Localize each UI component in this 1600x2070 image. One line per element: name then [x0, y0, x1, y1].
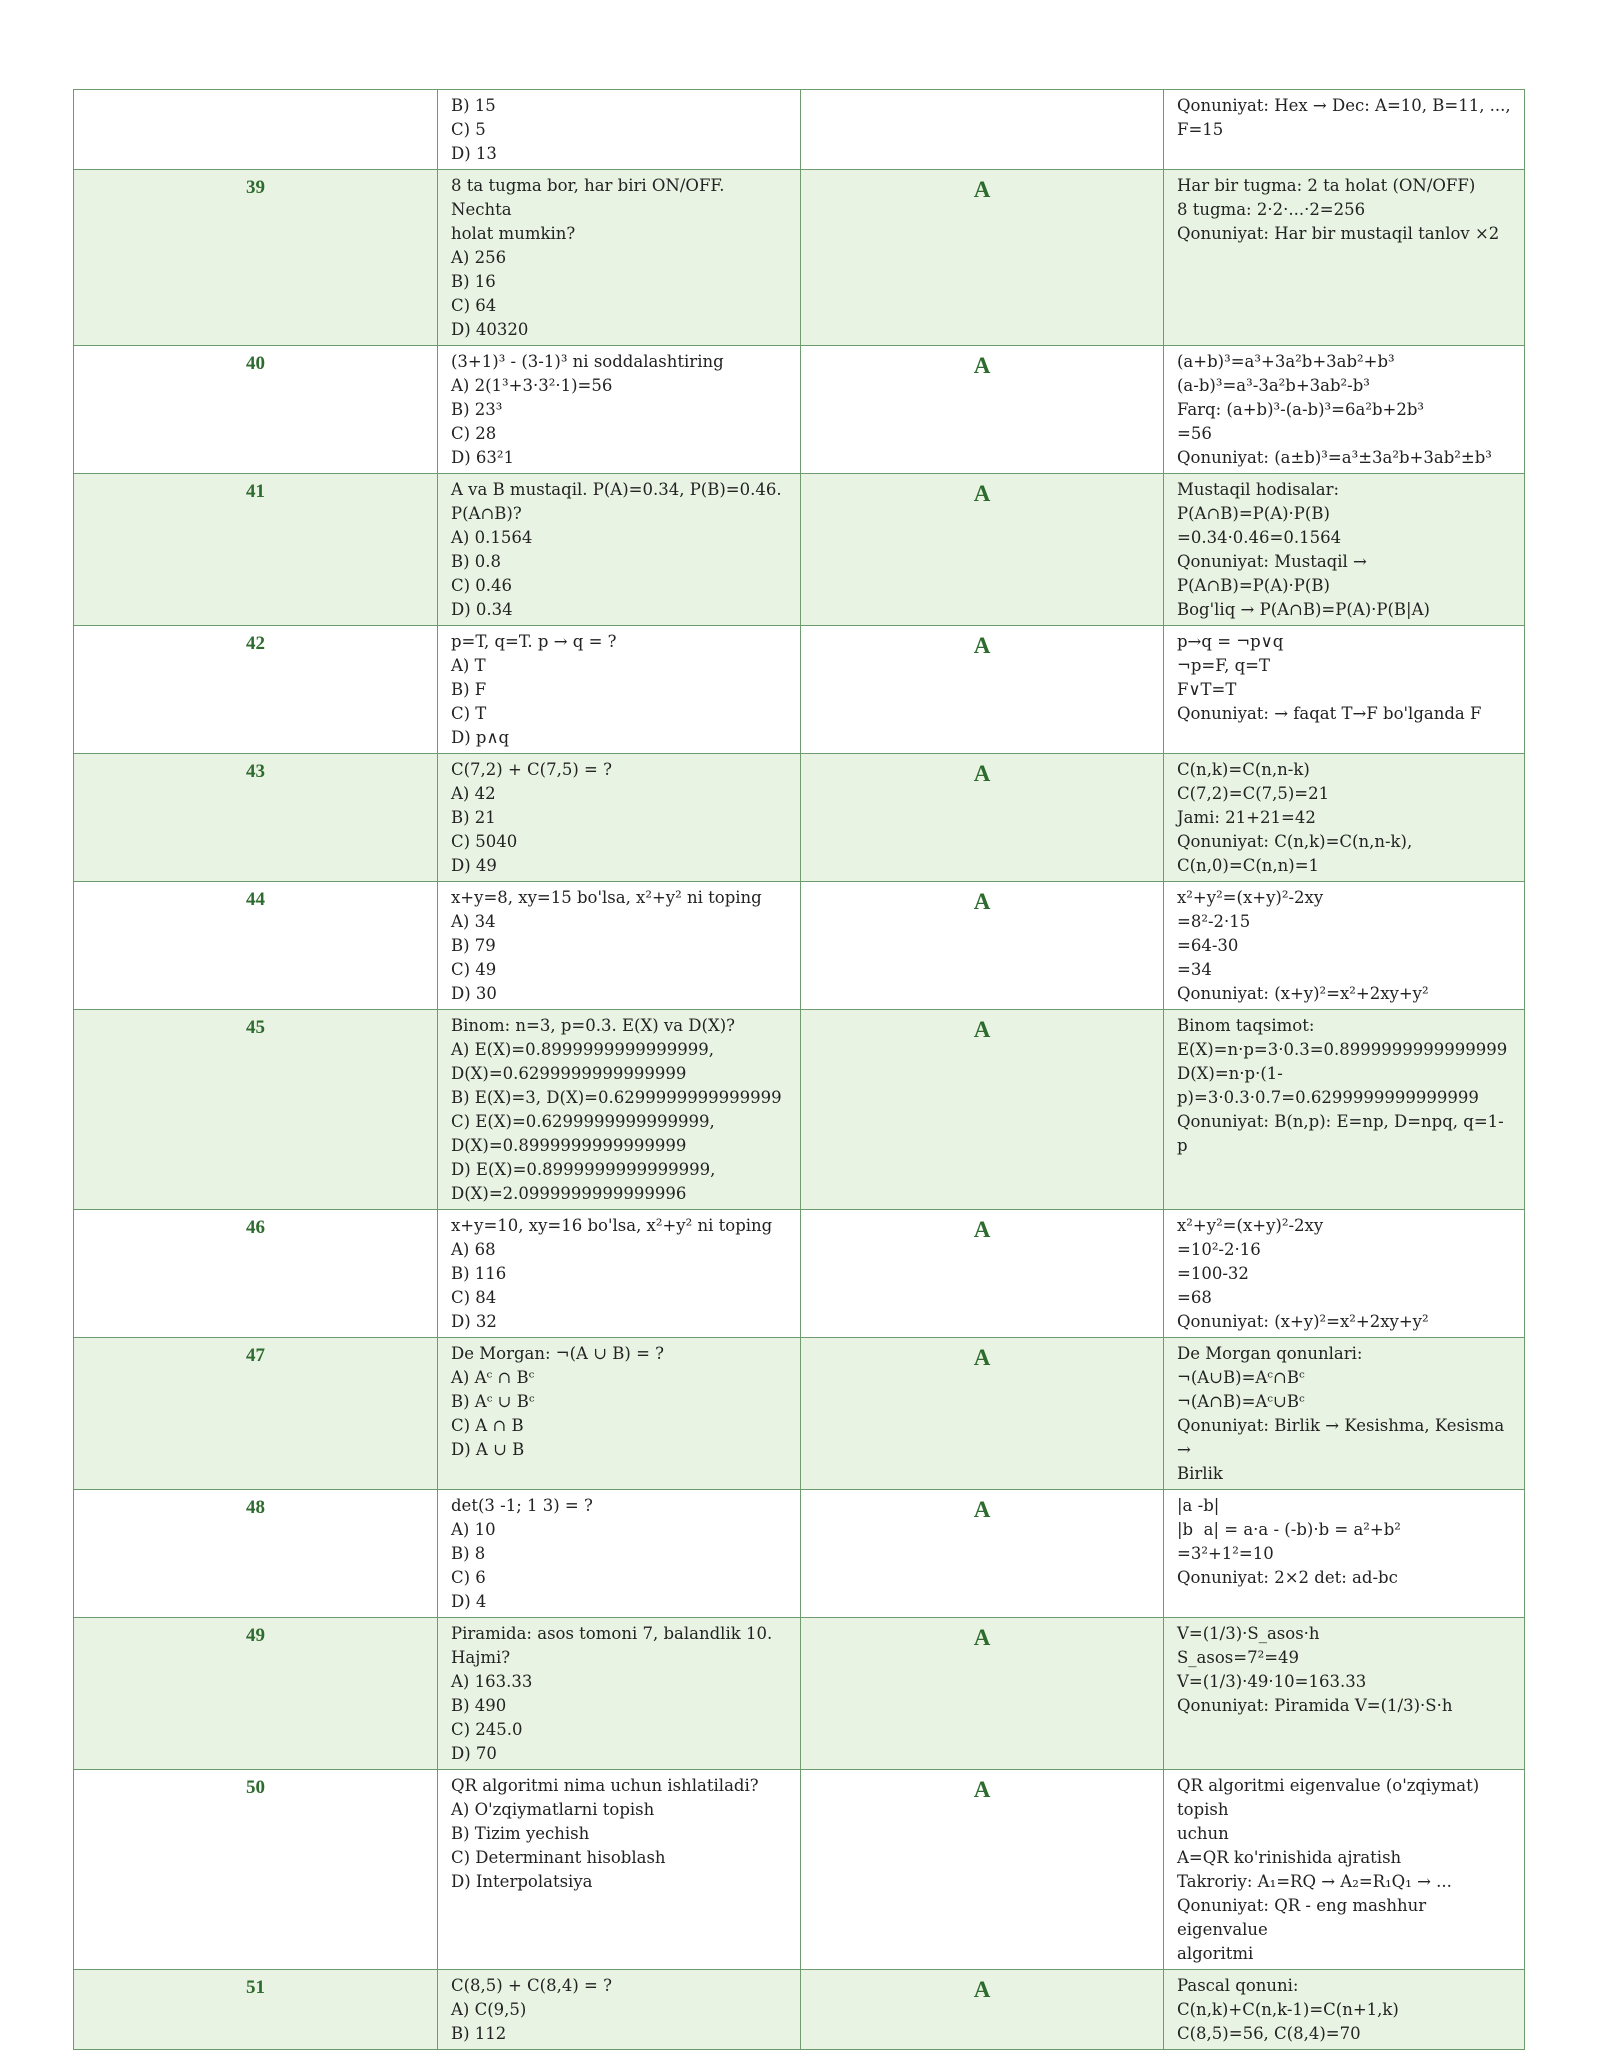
table-row — [74, 1338, 1525, 1490]
question-line: D) 0.34 — [451, 600, 513, 619]
question-line: C) 49 — [451, 960, 497, 979]
correct-answer: A — [801, 1770, 1164, 1970]
table-row — [74, 882, 1525, 1010]
question-line: D) 4 — [451, 1592, 487, 1611]
answer-table-page — [73, 89, 1524, 2050]
question-number: 44 — [74, 882, 438, 1010]
explanation-line: QR algoritmi eigenvalue (o'zqiymat) topish — [1177, 1776, 1485, 1819]
explanation-cell — [1164, 1338, 1525, 1490]
explanation-line: |a -b| — [1177, 1496, 1220, 1515]
question-line: Hajmi? — [451, 1648, 511, 1667]
explanation-line: p)=3·0.3·0.7=0.6299999999999999 — [1177, 1088, 1479, 1107]
table-row — [74, 1490, 1525, 1618]
question-line: D) 63²1 — [451, 448, 515, 467]
explanation-cell — [1164, 474, 1525, 626]
question-line: D) 40320 — [451, 320, 529, 339]
question-number: 51 — [74, 1970, 438, 2050]
question-cell — [438, 1970, 801, 2050]
question-line: D) E(X)=0.8999999999999999, — [451, 1160, 716, 1179]
question-cell — [438, 626, 801, 754]
question-number: 50 — [74, 1770, 438, 1970]
question-number: 42 — [74, 626, 438, 754]
question-line: C) 28 — [451, 424, 497, 443]
explanation-line: Qonuniyat: Har bir mustaqil tanlov ×2 — [1177, 224, 1500, 243]
question-line: D) 70 — [451, 1744, 497, 1763]
explanation-line: Qonuniyat: B(n,p): E=np, D=npq, q=1-p — [1177, 1112, 1504, 1155]
explanation-cell — [1164, 90, 1525, 170]
explanation-cell — [1164, 1618, 1525, 1770]
correct-answer: A — [801, 1010, 1164, 1210]
table-row — [74, 1970, 1525, 2050]
answer-table-body — [74, 90, 1525, 2050]
explanation-line: algoritmi — [1177, 1944, 1254, 1963]
explanation-line: C(n,k)+C(n,k-1)=C(n+1,k) — [1177, 2000, 1399, 2019]
explanation-line: =100-32 — [1177, 1264, 1249, 1283]
question-line: A) C(9,5) — [451, 2000, 527, 2019]
explanation-line: E(X)=n·p=3·0.3=0.8999999999999999 — [1177, 1040, 1508, 1059]
explanation-line: Qonuniyat: (x+y)²=x²+2xy+y² — [1177, 984, 1429, 1003]
question-number: 40 — [74, 346, 438, 474]
question-line: A) Aᶜ ∩ Bᶜ — [451, 1368, 535, 1387]
question-line: A) E(X)=0.8999999999999999, — [451, 1040, 715, 1059]
question-line: x+y=10, xy=16 bo'lsa, x²+y² ni toping — [451, 1216, 773, 1235]
explanation-line: =56 — [1177, 424, 1212, 443]
correct-answer — [801, 90, 1164, 170]
question-line: C) E(X)=0.6299999999999999, — [451, 1112, 715, 1131]
explanation-line: Qonuniyat: Piramida V=(1/3)·S·h — [1177, 1696, 1453, 1715]
question-cell — [438, 346, 801, 474]
question-line: D) 32 — [451, 1312, 497, 1331]
explanation-line: Jami: 21+21=42 — [1177, 808, 1316, 827]
correct-answer: A — [801, 474, 1164, 626]
question-line: QR algoritmi nima uchun ishlatiladi? — [451, 1776, 759, 1795]
question-line: D(X)=0.8999999999999999 — [451, 1136, 687, 1155]
question-line: A) 42 — [451, 784, 496, 803]
explanation-line: Qonuniyat: → faqat T→F bo'lganda F — [1177, 704, 1482, 723]
explanation-line: F=15 — [1177, 120, 1224, 139]
question-line: B) Tizim yechish — [451, 1824, 590, 1843]
explanation-line: (a+b)³=a³+3a²b+3ab²+b³ — [1177, 352, 1395, 371]
question-number: 41 — [74, 474, 438, 626]
question-line: A) T — [451, 656, 486, 675]
explanation-line: ¬(A∪B)=Aᶜ∩Bᶜ — [1177, 1368, 1305, 1387]
explanation-line: Mustaqil hodisalar: — [1177, 480, 1340, 499]
question-cell — [438, 754, 801, 882]
explanation-line: F∨T=T — [1177, 680, 1237, 699]
explanation-cell — [1164, 1490, 1525, 1618]
question-line: P(A∩B)? — [451, 504, 522, 523]
explanation-line: C(8,5)=56, C(8,4)=70 — [1177, 2024, 1361, 2043]
table-row — [74, 474, 1525, 626]
explanation-line: =10²-2·16 — [1177, 1240, 1261, 1259]
table-row — [74, 1010, 1525, 1210]
explanation-line: =8²-2·15 — [1177, 912, 1251, 931]
explanation-line: Binom taqsimot: — [1177, 1016, 1315, 1035]
question-line: det(3 -1; 1 3) = ? — [451, 1496, 593, 1515]
explanation-line: Har bir tugma: 2 ta holat (ON/OFF) — [1177, 176, 1476, 195]
question-line: (3+1)³ - (3-1)³ ni soddalashtiring — [451, 352, 724, 371]
correct-answer: A — [801, 1490, 1164, 1618]
explanation-line: ¬(A∩B)=Aᶜ∪Bᶜ — [1177, 1392, 1305, 1411]
table-row — [74, 1770, 1525, 1970]
question-line: D) 49 — [451, 856, 497, 875]
question-line: A) 68 — [451, 1240, 496, 1259]
explanation-line: C(n,0)=C(n,n)=1 — [1177, 856, 1320, 875]
question-cell — [438, 1338, 801, 1490]
question-number: 45 — [74, 1010, 438, 1210]
question-line: B) 0.8 — [451, 552, 502, 571]
question-line: B) 23³ — [451, 400, 503, 419]
explanation-line: De Morgan qonunlari: — [1177, 1344, 1363, 1363]
explanation-line: Takroriy: A₁=RQ → A₂=R₁Q₁ → ... — [1177, 1872, 1452, 1891]
table-row — [74, 346, 1525, 474]
table-row — [74, 170, 1525, 346]
question-line: C) A ∩ B — [451, 1416, 524, 1435]
explanation-cell — [1164, 346, 1525, 474]
explanation-cell — [1164, 1770, 1525, 1970]
explanation-line: x²+y²=(x+y)²-2xy — [1177, 1216, 1324, 1235]
correct-answer: A — [801, 1338, 1164, 1490]
question-line: B) 8 — [451, 1544, 486, 1563]
explanation-line: A=QR ko'rinishida ajratish — [1177, 1848, 1402, 1867]
question-cell — [438, 882, 801, 1010]
explanation-cell — [1164, 754, 1525, 882]
explanation-line: Qonuniyat: (x+y)²=x²+2xy+y² — [1177, 1312, 1429, 1331]
explanation-line: Bog'liq → P(A∩B)=P(A)·P(B|A) — [1177, 600, 1430, 619]
explanation-line: |b a| = a·a - (-b)·b = a²+b² — [1177, 1520, 1401, 1539]
explanation-line: uchun — [1177, 1824, 1229, 1843]
question-line: D) Interpolatsiya — [451, 1872, 593, 1891]
question-line: A) 10 — [451, 1520, 496, 1539]
correct-answer: A — [801, 1970, 1164, 2050]
question-line: C(7,2) + C(7,5) = ? — [451, 760, 612, 779]
question-cell — [438, 170, 801, 346]
question-line: x+y=8, xy=15 bo'lsa, x²+y² ni toping — [451, 888, 762, 907]
explanation-line: Qonuniyat: (a±b)³=a³±3a²b+3ab²±b³ — [1177, 448, 1492, 467]
explanation-line: Qonuniyat: C(n,k)=C(n,n-k), — [1177, 832, 1413, 851]
explanation-line: C(n,k)=C(n,n-k) — [1177, 760, 1310, 779]
question-line: D) p∧q — [451, 728, 510, 747]
question-cell — [438, 1490, 801, 1618]
question-line: B) 79 — [451, 936, 496, 955]
correct-answer: A — [801, 626, 1164, 754]
question-line: holat mumkin? — [451, 224, 576, 243]
explanation-line: Farq: (a+b)³-(a-b)³=6a²b+2b³ — [1177, 400, 1425, 419]
question-number: 49 — [74, 1618, 438, 1770]
explanation-line: (a-b)³=a³-3a²b+3ab²-b³ — [1177, 376, 1370, 395]
question-number — [74, 90, 438, 170]
explanation-line: S_asos=7²=49 — [1177, 1648, 1300, 1667]
question-cell — [438, 474, 801, 626]
question-line: C) 5040 — [451, 832, 518, 851]
question-cell — [438, 1618, 801, 1770]
explanation-line: p→q = ¬p∨q — [1177, 632, 1284, 651]
question-line: B) 15 — [451, 96, 496, 115]
question-line: C) 5 — [451, 120, 486, 139]
table-row — [74, 1618, 1525, 1770]
question-line: D) 30 — [451, 984, 497, 1003]
question-number: 39 — [74, 170, 438, 346]
explanation-cell — [1164, 882, 1525, 1010]
explanation-line: ¬p=F, q=T — [1177, 656, 1270, 675]
question-line: C(8,5) + C(8,4) = ? — [451, 1976, 612, 1995]
question-line: A va B mustaqil. P(A)=0.34, P(B)=0.46. — [451, 480, 782, 499]
question-line: C) Determinant hisoblash — [451, 1848, 666, 1867]
question-line: B) E(X)=3, D(X)=0.6299999999999999 — [451, 1088, 782, 1107]
question-number: 43 — [74, 754, 438, 882]
question-line: A) O'zqiymatlarni topish — [451, 1800, 655, 1819]
correct-answer: A — [801, 346, 1164, 474]
explanation-line: =3²+1²=10 — [1177, 1544, 1274, 1563]
table-row — [74, 754, 1525, 882]
correct-answer: A — [801, 1618, 1164, 1770]
explanation-line: =34 — [1177, 960, 1212, 979]
question-line: C) 0.46 — [451, 576, 513, 595]
answer-table — [73, 89, 1525, 2050]
explanation-line: Birlik — [1177, 1464, 1223, 1483]
question-line: C) 84 — [451, 1288, 497, 1307]
question-line: p=T, q=T. p → q = ? — [451, 632, 617, 651]
question-line: A) 163.33 — [451, 1672, 533, 1691]
question-line: B) 116 — [451, 1264, 507, 1283]
correct-answer: A — [801, 882, 1164, 1010]
explanation-line: D(X)=n·p·(1- — [1177, 1064, 1283, 1083]
explanation-cell — [1164, 170, 1525, 346]
explanation-line: =64-30 — [1177, 936, 1239, 955]
explanation-line: 8 tugma: 2·2·...·2=256 — [1177, 200, 1366, 219]
question-line: B) F — [451, 680, 487, 699]
question-line: D(X)=2.0999999999999996 — [451, 1184, 687, 1203]
question-cell — [438, 1770, 801, 1970]
explanation-line: Qonuniyat: QR - eng mashhur eigenvalue — [1177, 1896, 1432, 1939]
question-line: D) 13 — [451, 144, 497, 163]
question-line: D(X)=0.6299999999999999 — [451, 1064, 687, 1083]
question-line: De Morgan: ¬(A ∪ B) = ? — [451, 1344, 665, 1363]
question-cell — [438, 1010, 801, 1210]
question-line: A) 256 — [451, 248, 507, 267]
explanation-line: P(A∩B)=P(A)·P(B) — [1177, 504, 1330, 523]
question-cell — [438, 90, 801, 170]
question-line: A) 0.1564 — [451, 528, 533, 547]
question-line: C) 64 — [451, 296, 497, 315]
correct-answer: A — [801, 1210, 1164, 1338]
correct-answer: A — [801, 170, 1164, 346]
question-line: A) 34 — [451, 912, 496, 931]
correct-answer: A — [801, 754, 1164, 882]
explanation-line: Pascal qonuni: — [1177, 1976, 1299, 1995]
question-line: C) 6 — [451, 1568, 486, 1587]
question-line: Binom: n=3, p=0.3. E(X) va D(X)? — [451, 1016, 735, 1035]
explanation-line: =0.34·0.46=0.1564 — [1177, 528, 1342, 547]
question-number: 48 — [74, 1490, 438, 1618]
question-line: C) 245.0 — [451, 1720, 523, 1739]
explanation-cell — [1164, 1210, 1525, 1338]
explanation-line: Qonuniyat: 2×2 det: ad-bc — [1177, 1568, 1398, 1587]
question-line: B) 16 — [451, 272, 496, 291]
question-line: D) A ∪ B — [451, 1440, 525, 1459]
question-number: 46 — [74, 1210, 438, 1338]
explanation-cell — [1164, 1010, 1525, 1210]
explanation-cell — [1164, 626, 1525, 754]
explanation-line: x²+y²=(x+y)²-2xy — [1177, 888, 1324, 907]
explanation-line: =68 — [1177, 1288, 1212, 1307]
question-line: B) 490 — [451, 1696, 507, 1715]
question-line: A) 2(1³+3·3²·1)=56 — [451, 376, 613, 395]
question-line: B) Aᶜ ∪ Bᶜ — [451, 1392, 535, 1411]
question-line: B) 21 — [451, 808, 496, 827]
table-row — [74, 90, 1525, 170]
table-row — [74, 1210, 1525, 1338]
explanation-line: Qonuniyat: Birlik → Kesishma, Kesisma → — [1177, 1416, 1510, 1459]
question-cell — [438, 1210, 801, 1338]
explanation-cell — [1164, 1970, 1525, 2050]
question-line: C) T — [451, 704, 487, 723]
explanation-line: Qonuniyat: Hex → Dec: A=10, B=11, ..., — [1177, 96, 1511, 115]
explanation-line: V=(1/3)·49·10=163.33 — [1177, 1672, 1367, 1691]
question-line: Piramida: asos tomoni 7, balandlik 10. — [451, 1624, 773, 1643]
question-number: 47 — [74, 1338, 438, 1490]
question-line: 8 ta tugma bor, har biri ON/OFF. Nechta — [451, 176, 730, 219]
question-line: B) 112 — [451, 2024, 507, 2043]
explanation-line: V=(1/3)·S_asos·h — [1177, 1624, 1320, 1643]
explanation-line: Qonuniyat: Mustaqil → P(A∩B)=P(A)·P(B) — [1177, 552, 1373, 595]
table-row — [74, 626, 1525, 754]
explanation-line: C(7,2)=C(7,5)=21 — [1177, 784, 1330, 803]
